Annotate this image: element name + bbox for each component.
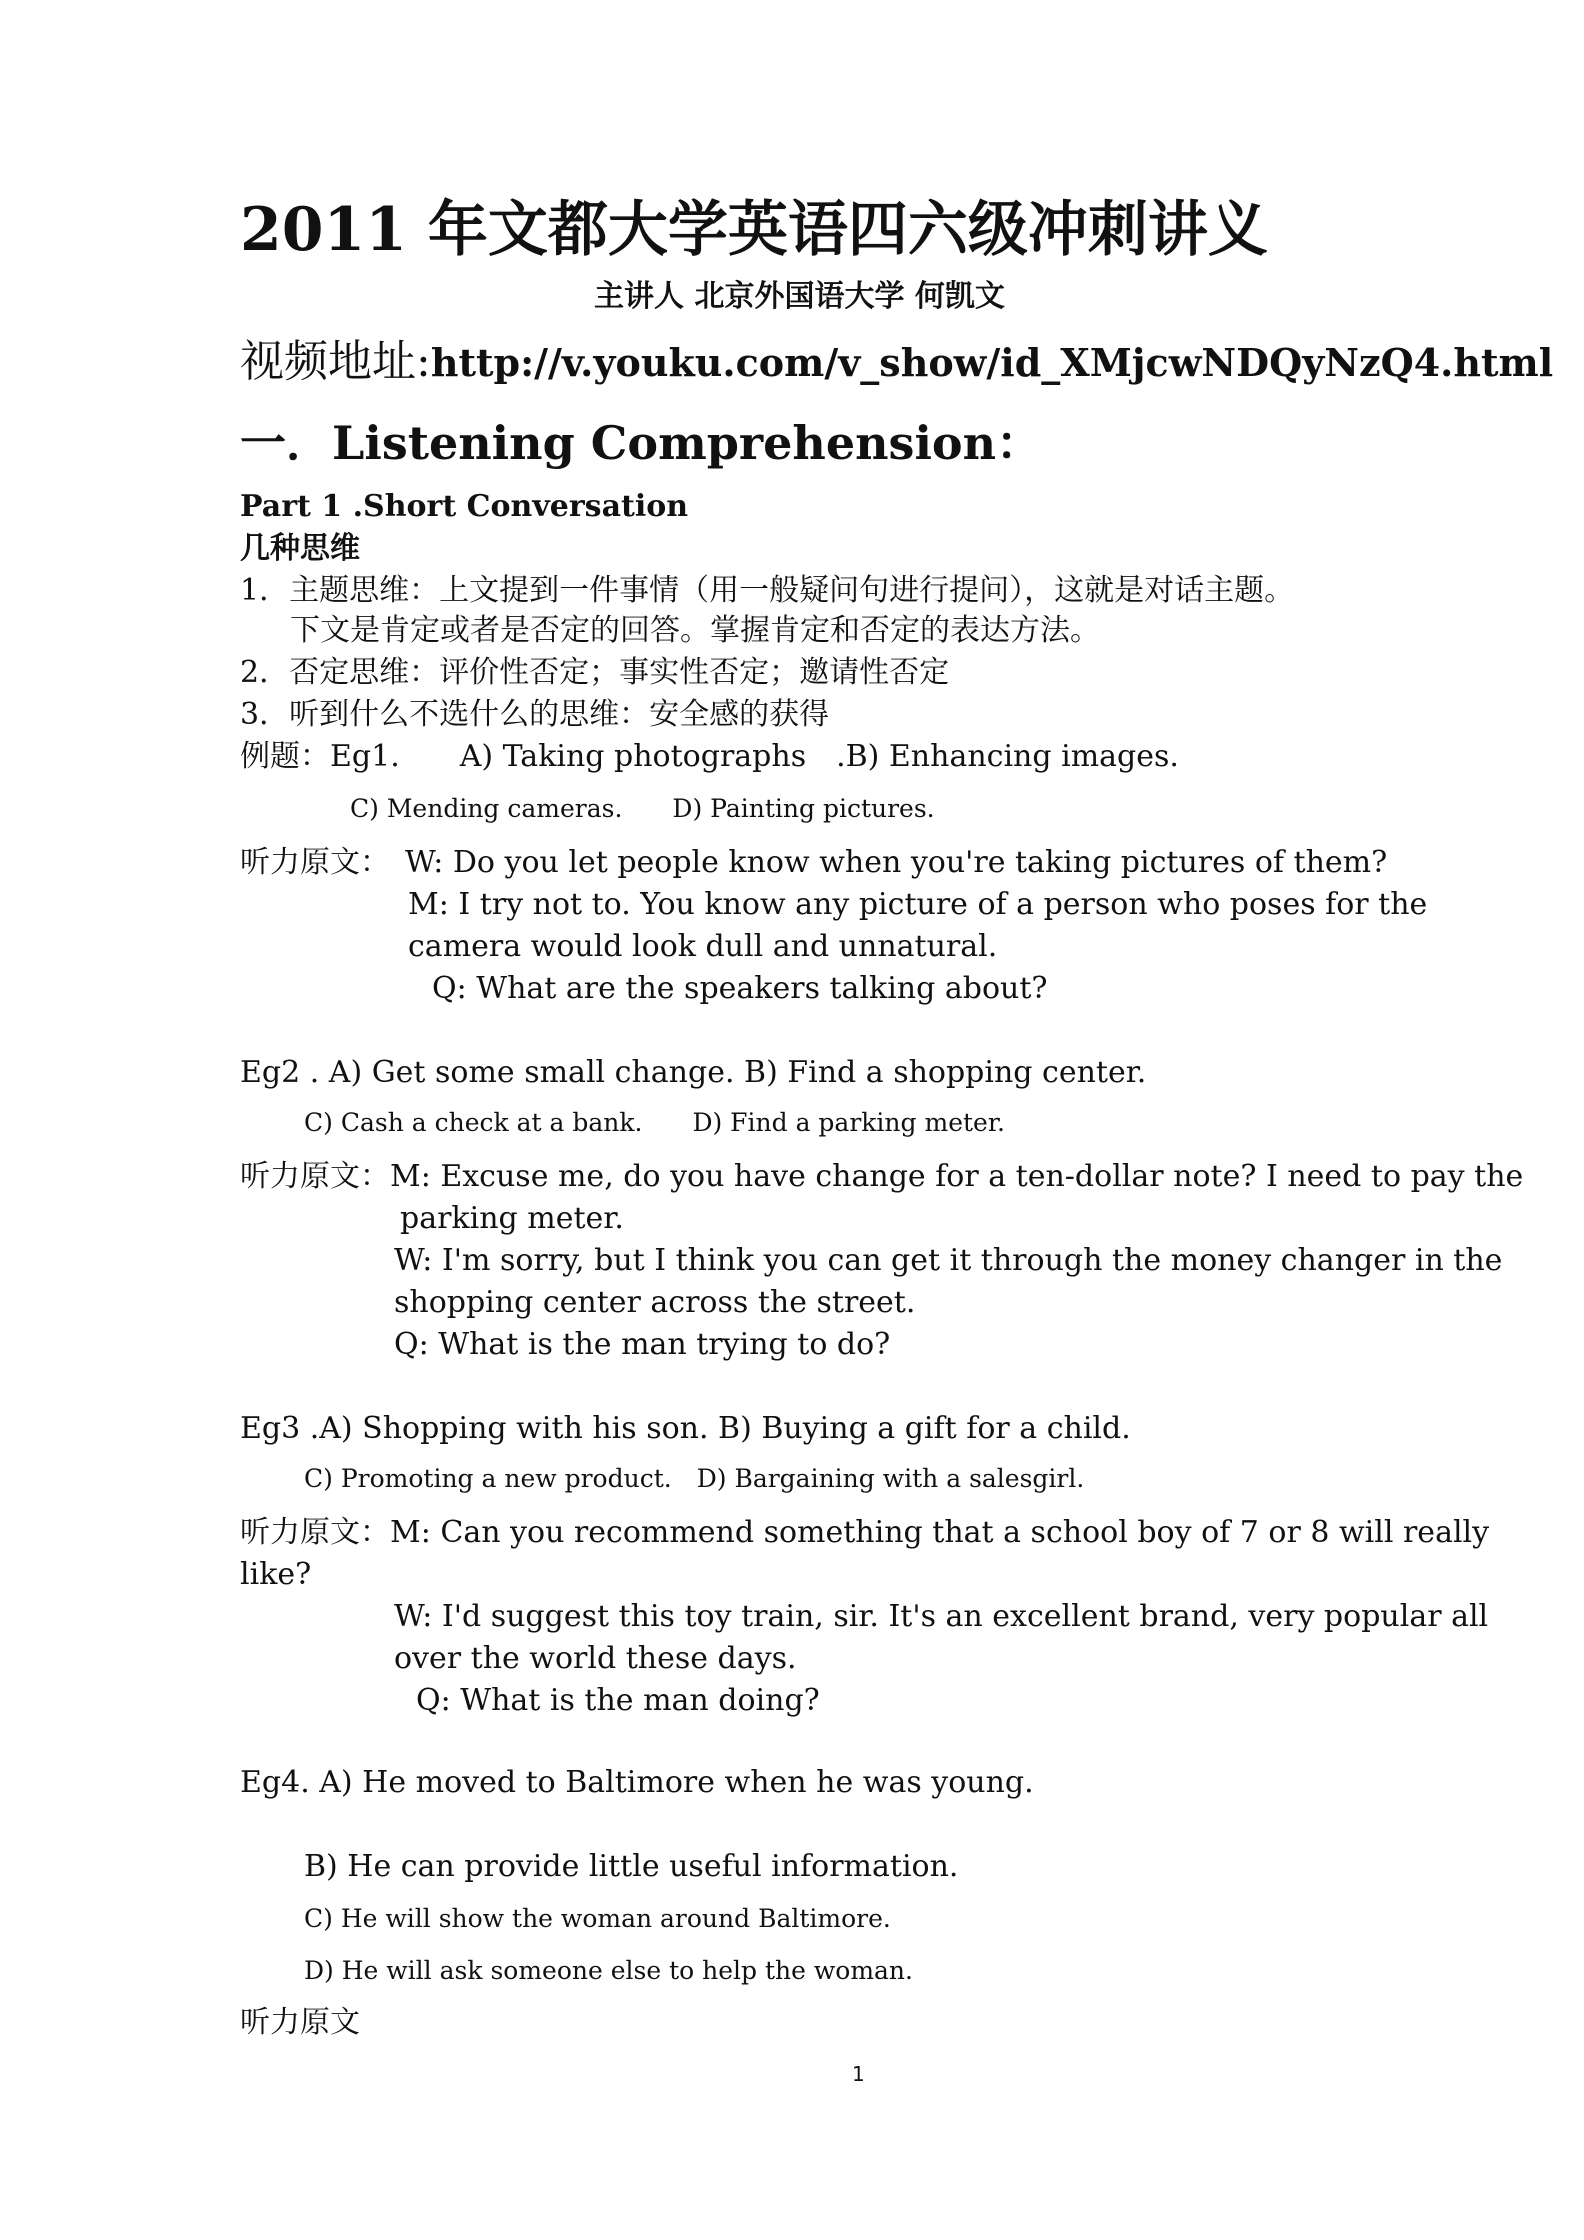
eg1-transcript-w: 听力原文： W: Do you let people know when you're taking pictures of them? xyxy=(240,845,1388,880)
point-1: 1．主题思维：上文提到一件事情（用一般疑问句进行提问），这就是对话主题。 xyxy=(240,573,1295,608)
eg2-transcript-w-continued: shopping center across the street. xyxy=(394,1285,916,1320)
eg1-options-ab: 例题：Eg1. A) Taking photographs .B) Enhancing images. xyxy=(240,739,1179,774)
video-url: http://v.youku.com/v_show/id_XMjcwNDQyNzQ4.html xyxy=(430,340,1554,385)
eg1-options-cd: C) Mending cameras. D) Painting pictures. xyxy=(350,794,935,823)
eg4-option-a: Eg4. A) He moved to Baltimore when he was young. xyxy=(240,1765,1034,1800)
eg2-question: Q: What is the man trying to do? xyxy=(394,1327,891,1362)
eg2-transcript-m-continued: parking meter. xyxy=(400,1201,624,1236)
part-heading: Part 1 .Short Conversation xyxy=(240,489,689,524)
point-3: 3．听到什么不选什么的思维：安全感的获得 xyxy=(240,697,830,732)
eg3-transcript-w: W: I'd suggest this toy train, sir. It's an excellent brand, very popular all xyxy=(394,1599,1489,1634)
page-number: 1 xyxy=(852,2062,865,2086)
eg2-options-ab: Eg2 . A) Get some small change. B) Find a shopping center. xyxy=(240,1055,1147,1090)
video-label: 视频地址: xyxy=(240,336,431,387)
section-heading: 一．Listening Comprehension： xyxy=(240,416,1043,470)
eg3-transcript-m-continued: like? xyxy=(240,1557,312,1592)
point-2: 2．否定思维：评价性否定；事实性否定；邀请性否定 xyxy=(240,655,950,690)
eg4-option-c: C) He will show the woman around Baltimore. xyxy=(304,1904,891,1933)
point-1-continued: 下文是肯定或者是否定的回答。掌握肯定和否定的表达方法。 xyxy=(290,613,1100,648)
eg4-transcript-label: 听力原文 xyxy=(240,2005,360,2040)
eg3-question: Q: What is the man doing? xyxy=(416,1683,820,1718)
video-address-line xyxy=(240,336,1554,387)
eg1-transcript-m-continued: camera would look dull and unnatural. xyxy=(408,929,998,964)
eg3-options-ab: Eg3 .A) Shopping with his son. B) Buying a gift for a child. xyxy=(240,1411,1131,1446)
eg2-options-cd: C) Cash a check at a bank. D) Find a parking meter. xyxy=(304,1108,1005,1137)
eg3-transcript-w-continued: over the world these days. xyxy=(394,1641,797,1676)
eg3-options-cd: C) Promoting a new product. D) Bargaining with a salesgirl. xyxy=(304,1464,1085,1493)
presenter-line: 主讲人 北京外国语大学 何凯文 xyxy=(594,279,1005,314)
eg4-option-d: D) He will ask someone else to help the woman. xyxy=(304,1956,913,1985)
eg1-transcript-m: M: I try not to. You know any picture of a person who poses for the xyxy=(408,887,1428,922)
eg2-transcript-w: W: I'm sorry, but I think you can get it through the money changer in the xyxy=(394,1243,1503,1278)
eg4-option-b: B) He can provide little useful information. xyxy=(304,1849,959,1884)
thinking-subheading: 几种思维 xyxy=(240,531,360,566)
document-title: 2011 年文都大学英语四六级冲刺讲义 xyxy=(240,195,1268,265)
eg1-question: Q: What are the speakers talking about? xyxy=(432,971,1048,1006)
eg2-transcript-m: 听力原文：M: Excuse me, do you have change for a ten-dollar note? I need to pay the xyxy=(240,1159,1524,1194)
eg3-transcript-m: 听力原文：M: Can you recommend something that a school boy of 7 or 8 will really xyxy=(240,1515,1490,1550)
